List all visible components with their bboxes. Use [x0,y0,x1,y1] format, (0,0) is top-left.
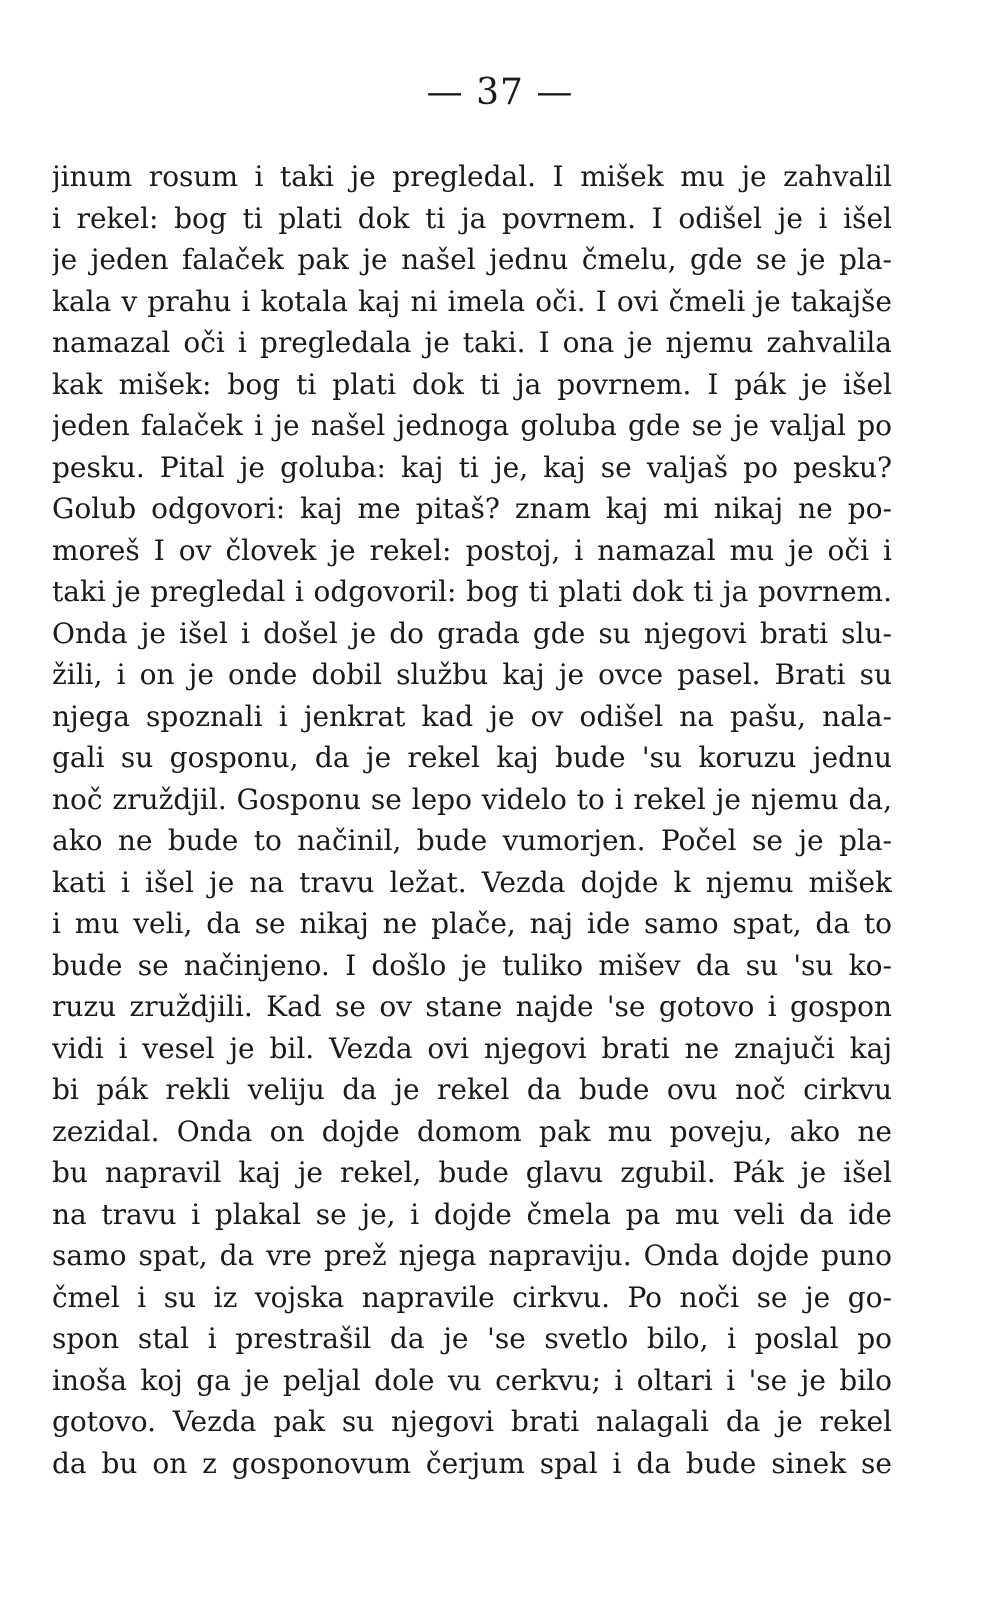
text-line: Onda je išel i došel je do grada gde su njegovi brati slu- [52,616,892,650]
text-line: i mu veli, da se nikaj ne plače, naj ide samo spat, da to [52,907,892,940]
text-line: zezidal. Onda on dojde domom pak mu poveju, ako ne [52,1114,892,1148]
page-number: — 37 — [426,72,574,113]
text-line: taki je pregledal i odgovoril: bog ti plati dok ti ja povrnem. [52,575,892,608]
text-line: vidi i vesel je bil. Vezda ovi njegovi brati ne znajuči kaj [52,1031,892,1065]
text-line: kala v prahu i kotala kaj ni imela oči. I ovi čmeli je takajše [52,284,892,318]
text-line: čmel i su iz vojska napravile cirkvu. Po noči se je go- [52,1280,892,1314]
text-line: noč zruždjil. Gosponu se lepo videlo to i rekel je njemu da, [52,782,892,816]
text-line: ako ne bude to načinil, bude vumorjen. Počel se je pla- [52,824,892,857]
text-line: samo spat, da vre prež njega napraviju. Onda dojde puno [52,1239,892,1272]
text-line: pesku. Pital je goluba: kaj ti je, kaj se valjaš po pesku? [52,450,892,484]
text-line: kati i išel je na travu ležat. Vezda dojde k njemu mišek [52,865,892,899]
text-line: namazal oči i pregledala je taki. I ona je njemu zahvalila [52,326,892,359]
text-line: moreš I ov človek je rekel: postoj, i namazal mu je oči i [52,533,892,567]
text-line: bu napravil kaj je rekel, bude glavu zgubil. Pák je išel [52,1156,892,1189]
text-line: spon stal i prestrašil da je 'se svetlo bilo, i poslal po [52,1322,892,1355]
text-line: jinum rosum i taki je pregledal. I mišek mu je zahvalil [52,160,892,193]
text-line: bude se načinjeno. I došlo je tuliko mišev da su 'su ko- [52,948,892,982]
text-line: žili, i on je onde dobil službu kaj je ovce pasel. Brati su [52,658,892,691]
text-line: gotovo. Vezda pak su njegovi brati nalagali da je rekel [52,1405,892,1438]
body-text [52,156,892,1484]
text-line: bi pák rekli veliju da je rekel da bude ovu noč cirkvu [52,1073,892,1106]
text-line: ruzu zruždjili. Kad se ov stane najde 'se gotovo i gospon [52,990,892,1023]
text-line: inoša koj ga je peljal dole vu cerkvu; i oltari i 'se je bilo [52,1363,892,1397]
text-line: njega spoznali i jenkrat kad je ov odišel na pašu, nala- [52,699,892,733]
text-line: jeden falaček i je našel jednoga goluba gde se je valjal po [52,409,892,442]
text-line: kak mišek: bog ti plati dok ti ja povrnem. I pák je išel [52,367,892,401]
text-line: i rekel: bog ti plati dok ti ja povrnem. I odišel je i išel [52,201,892,235]
text-line: gali su gosponu, da je rekel kaj bude 'su koruzu jednu [52,741,892,774]
text-line: je jeden falaček pak je našel jednu čmelu, gde se je pla- [52,243,892,276]
text-line: da bu on z gosponovum čerjum spal i da bude sinek se [52,1446,892,1480]
text-line: na travu i plakal se je, i dojde čmela pa mu veli da ide [52,1197,892,1231]
text-line: Golub odgovori: kaj me pitaš? znam kaj mi nikaj ne po- [52,492,892,525]
